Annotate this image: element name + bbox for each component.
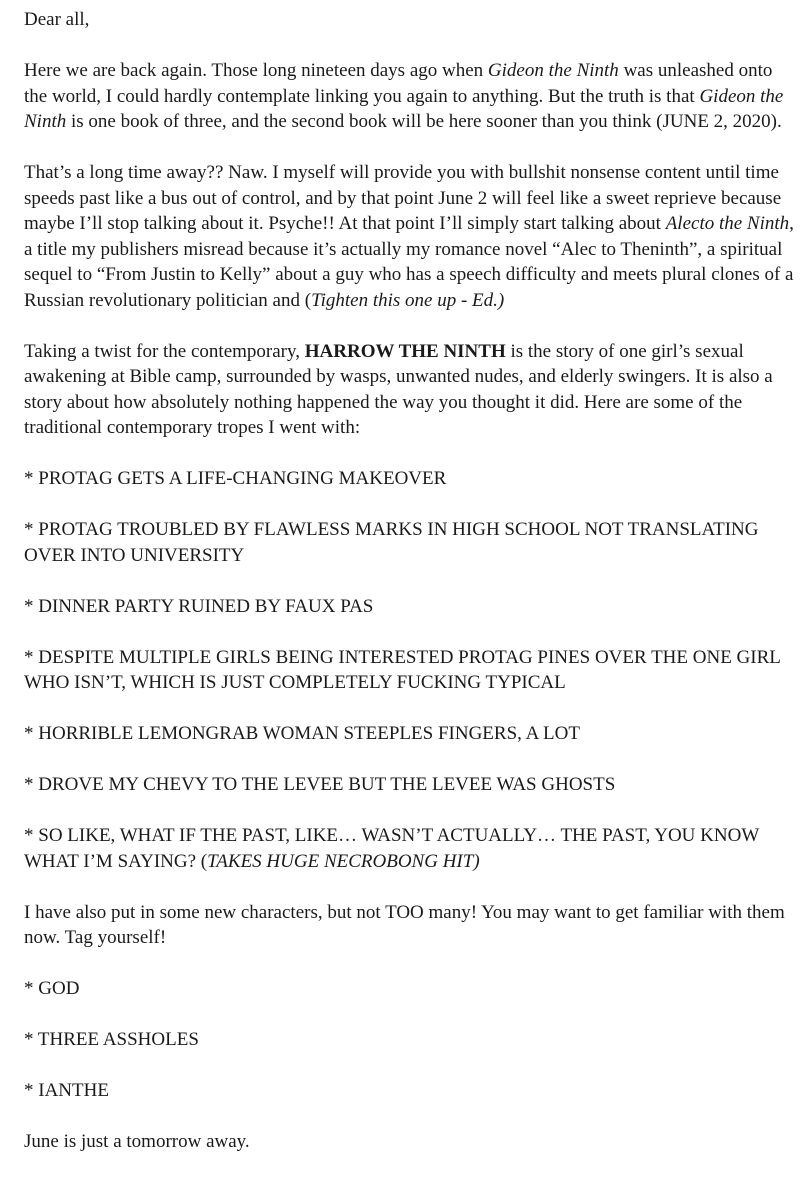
text-run: That’s a long time away?? Naw. I myself will provide you with bullshit nonsense content until time speeds past like a bus out of control, and by that point June 2 will feel like a sweet reprieve because maybe I’ll stop talking about it. Psyche!! At that point I’ll simply start talking about [24,162,782,234]
character-item: * GOD [24,978,80,999]
trope-item: * PROTAG GETS A LIFE-CHANGING MAKEOVER [24,468,447,489]
trope-item: * PROTAG TROUBLED BY FLAWLESS MARKS IN HIGH SCHOOL NOT TRANSLATING OVER INTO UNIVERSITY [24,519,759,566]
book-title-gideon: Gideon the Ninth [487,60,619,81]
trope-item: * HORRIBLE LEMONGRAB WOMAN STEEPLES FINGERS, A LOT [24,723,580,744]
text-run: Here we are back again. Those long nineteen days ago when [24,60,488,81]
text-run: * SO LIKE, WHAT IF THE PAST, LIKE… WASN’T ACTUALLY… THE PAST, YOU KNOW WHAT I’M SAYING? ( [24,825,759,872]
text-run: is the story of one girl’s sexual awakening at Bible camp, surrounded by wasps, unwanted nudes, and elderly swingers. It is also a story about how absolutely nothing happened the way you thought it did. Here are some of the traditional contemporary tropes I went with: [24,340,773,438]
trope-item: * DESPITE MULTIPLE GIRLS BEING INTERESTED PROTAG PINES OVER THE ONE GIRL WHO ISN’T, WHICH IS JUST COMPLETELY FUCKING TYPICAL [24,646,781,693]
italic-aside: TAKES HUGE NECROBONG HIT) [207,850,480,872]
book-title-alecto: Alecto the Ninth, [665,213,794,234]
character-item: * THREE ASSHOLES [24,1029,199,1050]
editor-note: Tighten this one up - Ed.) [311,289,505,311]
greeting: Dear all, [24,9,90,30]
paragraph-intro [24,58,798,135]
trope-item: * DROVE MY CHEVY TO THE LEVEE BUT THE LEVEE WAS GHOSTS [24,774,616,795]
book-title-harrow: HARROW THE NINTH [304,340,506,362]
paragraph-harrow [24,339,798,441]
text-run: a title my publishers misread because it’s actually my romance novel “Alec to Theninth”, a spiritual sequel to “From Justin to Kelly” about a guy who has a speech difficulty and meets plural clones of a Russian revolutionary politician and ( [24,238,794,311]
trope-item: * DINNER PARTY RUINED BY FAUX PAS [24,595,374,617]
paragraph-long-time [24,160,798,313]
text-run: was unleashed onto the world, I could hardly contemplate linking you again to anything. But the truth is that [24,60,773,107]
closing-line: June is just a tomorrow away. [24,1131,250,1152]
book-title-gideon: Gideon the Ninth [24,85,784,132]
character-item: * IANTHE [24,1080,109,1101]
paragraph-characters: I have also put in some new characters, but not TOO many! You may want to get familiar with them now. Tag yourself! [24,901,785,948]
trope-item [24,823,798,874]
text-run: Taking a twist for the contemporary, [24,340,305,362]
text-run: is one book of three, and the second book will be here sooner than you think (JUNE 2, 2020). [66,111,782,132]
